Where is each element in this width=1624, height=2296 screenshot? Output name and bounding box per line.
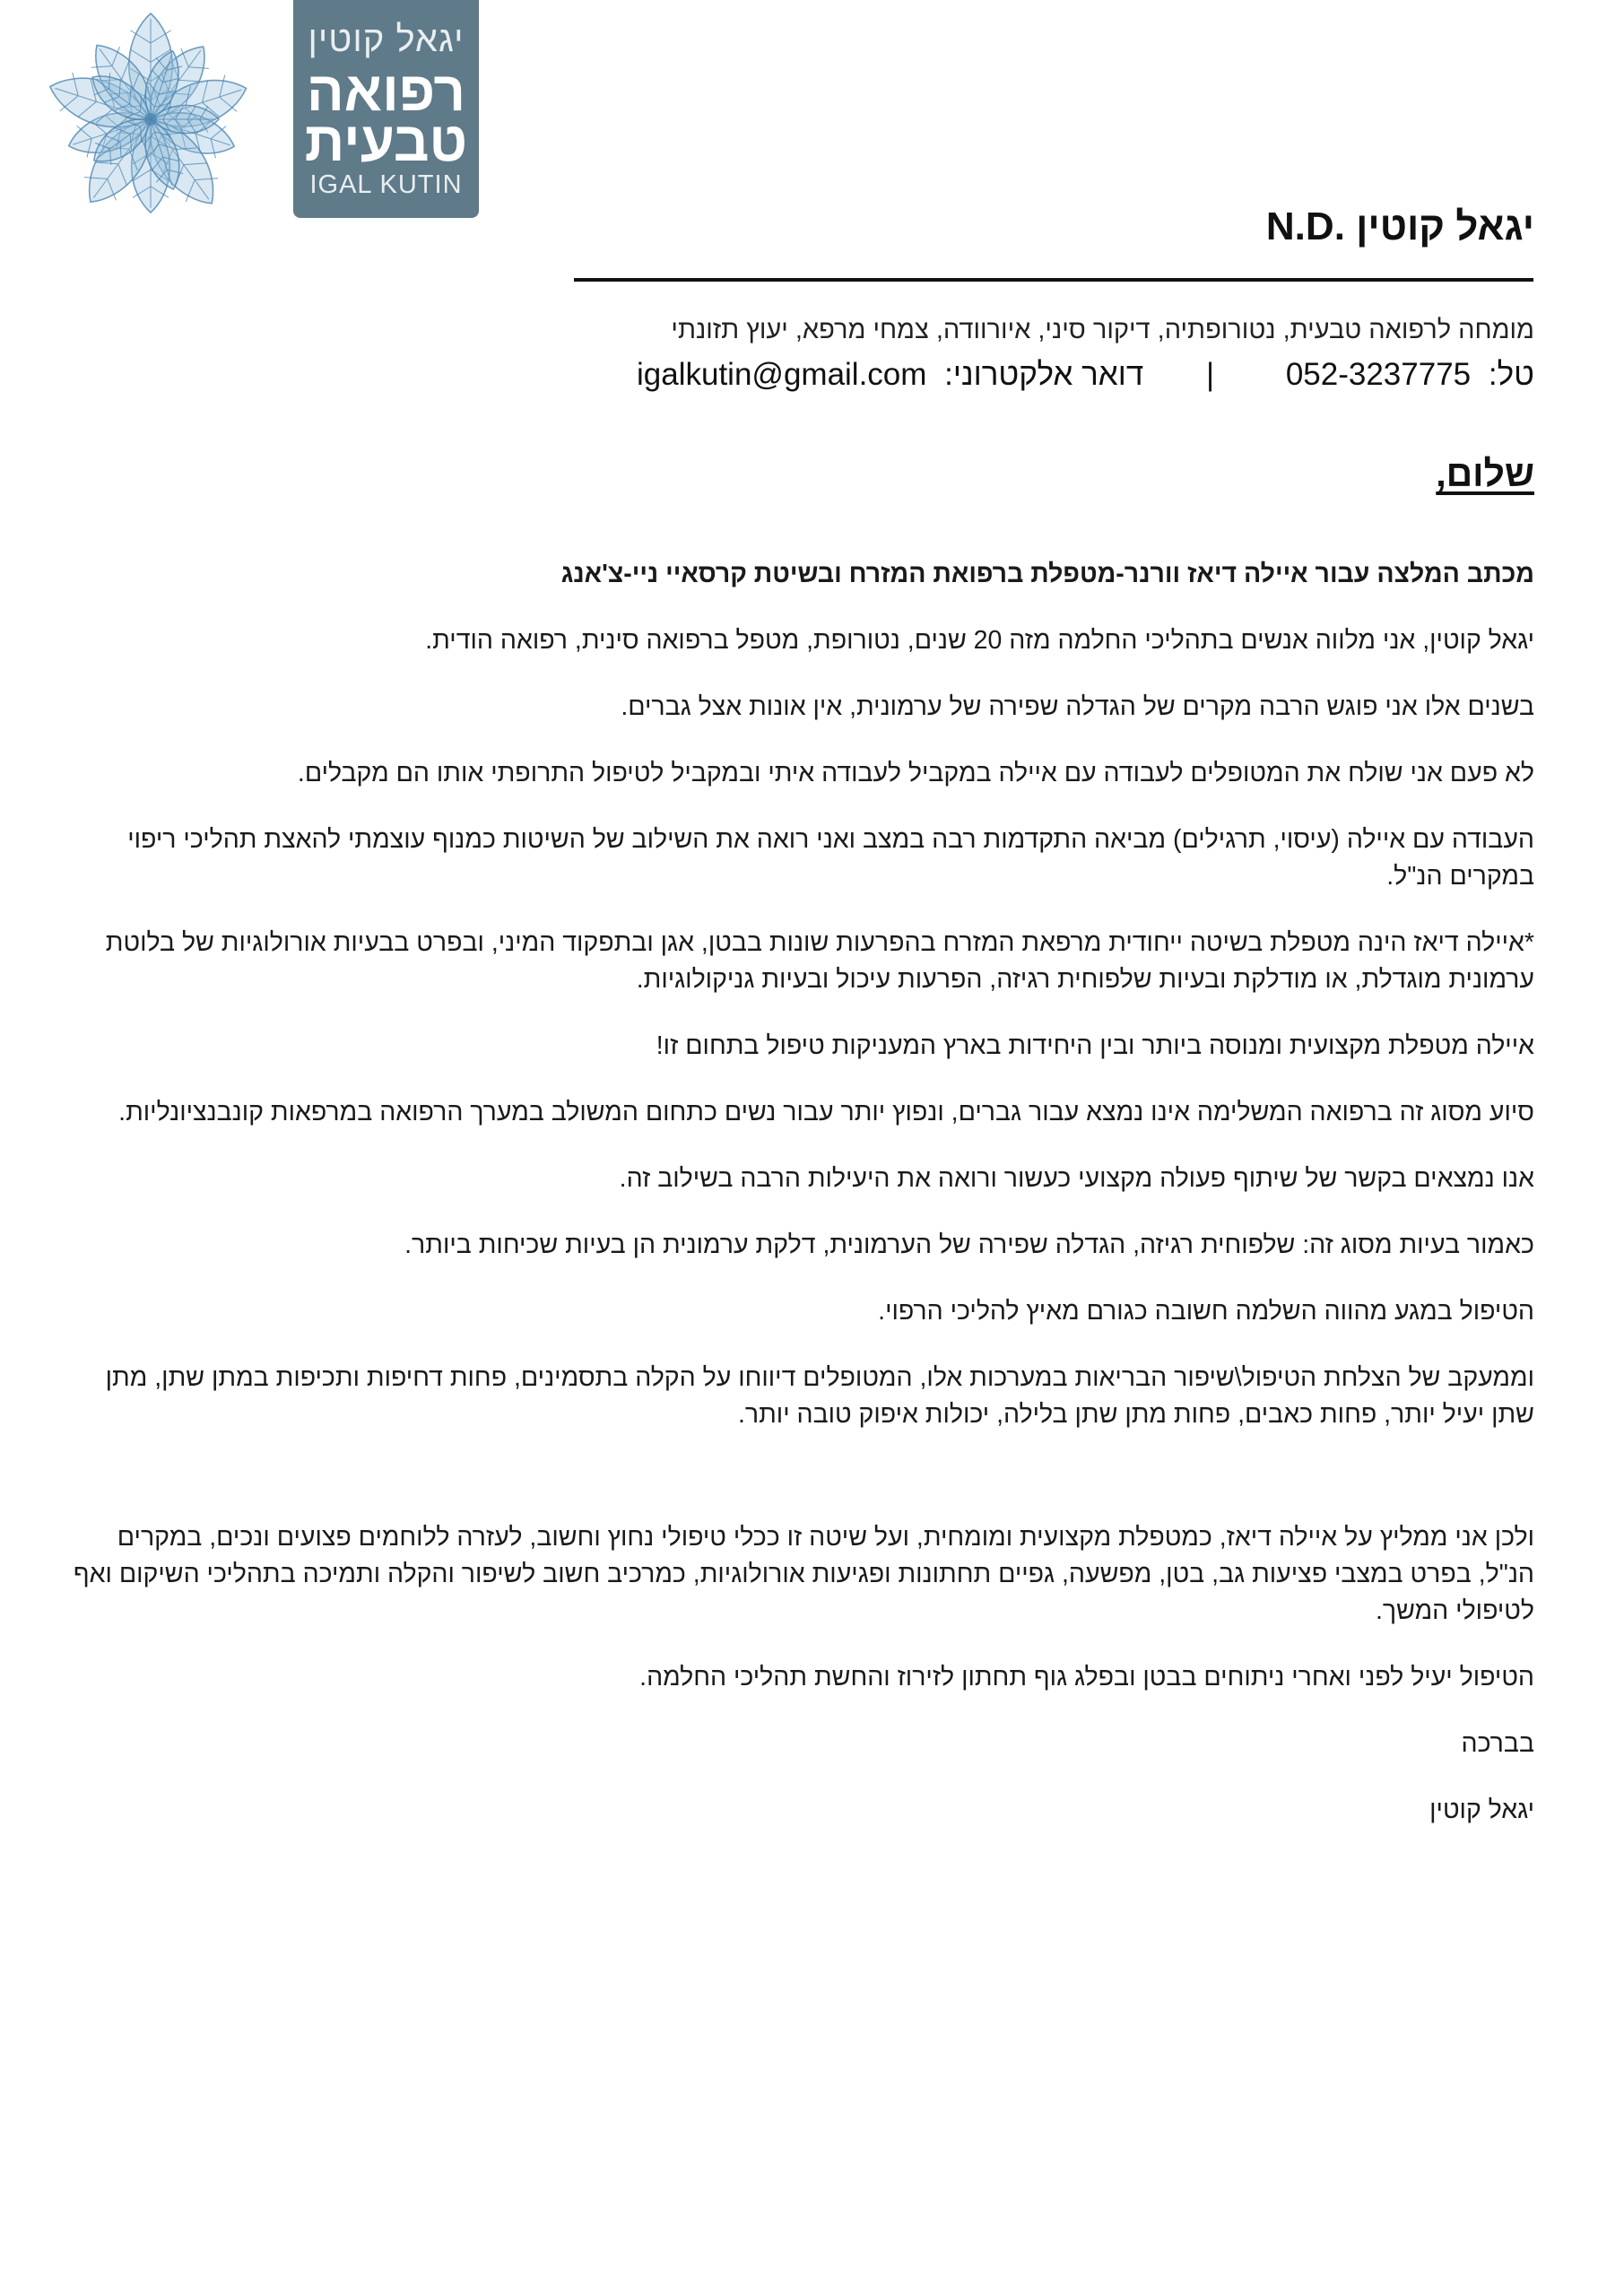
letter-paragraph: וממעקב של הצלחת הטיפול\שיפור הבריאות במערכות אלו, המטופלים דיווחו על הקלה בתסמינים, פחות דחיפות ותכיפות במתן שתן, מתן שתן יעיל יותר, פחות כאבים, פחות מתן שתן בלילה, יכולות איפוק טובה יותר. [105,1363,1534,1429]
phone-number[interactable]: 052-3237775 [1285,357,1472,392]
leaf-flower-icon [34,7,267,231]
email-address[interactable]: igalkutin@gmail.com [637,357,927,392]
letter-paragraph: העבודה עם איילה (עיסוי, תרגילים) מביאה התקדמות רבה במצב ואני רואה את השילוב של השיטות כמנוף עוצמתי להאצת תהליכי ריפוי במקרים הנ"ל. [127,825,1534,891]
letter-paragraph: *איילה דיאז הינה מטפלת בשיטה ייחודית מרפאת המזרח בהפרעות שונות בבטן, אגן ובתפקוד המיני, ובפרט בבעיות אורולוגיות של בלוטת ערמונית מוגדלת, או מודלקת ובעיות שלפוחית רגיזה, הפרעות עיכול ובעיות גניקולוגיות. [105,928,1534,994]
letter-body [73,556,1534,1858]
specialties-line: מומחה לרפואה טבעית, נטורופתיה, דיקור סיני, איורוודה, צמחי מרפא, יעוץ תזונתי [671,316,1534,344]
greeting: שלום, [1436,453,1534,494]
logo-line-2: טבעית [304,111,468,173]
letter-paragraph: כאמור בעיות מסוג זה: שלפוחית רגיזה, הגדלה שפירה של הערמונית, דלקת ערמונית הן בעיות שכיחות ביותר. [404,1231,1534,1259]
closing: בברכה [1461,1729,1534,1758]
letter-paragraph: אנו נמצאים בקשר של שיתוף פעולה מקצועי כעשור ורואה את היעילות הרבה בשילוב זה. [619,1164,1534,1193]
contact-line [628,357,1534,393]
brand-logo [293,0,479,218]
letter-paragraph: ולכן אני ממליץ על איילה דיאז, כמטפלת מקצועית ומומחית, ועל שיטה זו ככלי טיפולי נחוץ וחשוב, לעזרה ללוחמים פצועים ונכים, במקרים הנ"ל, בפרט במצבי פציעות גב, בטן, מפשעה, גפיים תחתונות ופגיעות אורולוגיות, כמרכיב חשוב לשיפור והקלה ותמיכה בתהליכי השיקום ואף לטיפולי המשך. [73,1523,1534,1625]
letter-paragraph: בשנים אלו אני פוגש הרבה מקרים של הגדלה שפירה של ערמונית, אין אונות אצל גברים. [621,692,1534,721]
header-divider [574,278,1533,282]
letter-paragraph: לא פעם אני שולח את המטופלים לעבודה עם איילה במקביל לעבודה איתי ובמקביל לטיפול התרופתי אותו הם מקבלים. [297,759,1534,787]
contact-separator: | [1206,357,1215,392]
letter-paragraph: הטיפול יעיל לפני ואחרי ניתוחים בבטן ובפלג גוף תחתון לזירוז והחשת תהליכי החלמה. [639,1663,1534,1692]
letter-paragraph: הטיפול במגע מהווה השלמה חשובה כגורם מאיץ להליכי הרפוי. [878,1297,1534,1326]
letter-paragraph: איילה מטפלת מקצועית ומנוסה ביותר ובין היחידות בארץ המעניקות טיפול בתחום זו! [656,1031,1534,1060]
letter-subject: מכתב המלצה עבור איילה דיאז וורנר-מטפלת ברפואת המזרח ובשיטת קרסאיי ניי-צ'אנג [560,560,1534,588]
letter-paragraph: סיוע מסוג זה ברפואה המשלימה אינו נמצא עבור גברים, ונפוץ יותר עבור נשים כתחום המשולב במערך הרפואה במרפאות קונבנציונליות. [118,1098,1534,1126]
logo-name-en: IGAL KUTIN [309,170,463,199]
email-label: דואר אלקטרוני: [944,357,1144,392]
letter-paragraph: יגאל קוטין, אני מלווה אנשים בתהליכי החלמה מזה 20 שנים, נטורופת, מטפל ברפואה סינית, רפואה הודית. [425,626,1534,655]
logo-name-he: יגאל קוטין [308,20,465,59]
doctor-name-title: יגאל קוטין .N.D [1265,204,1534,248]
signature: יגאל קוטין [1429,1796,1534,1824]
phone-label: טל: [1488,357,1534,392]
logo-line-1: רפואה [306,61,466,123]
